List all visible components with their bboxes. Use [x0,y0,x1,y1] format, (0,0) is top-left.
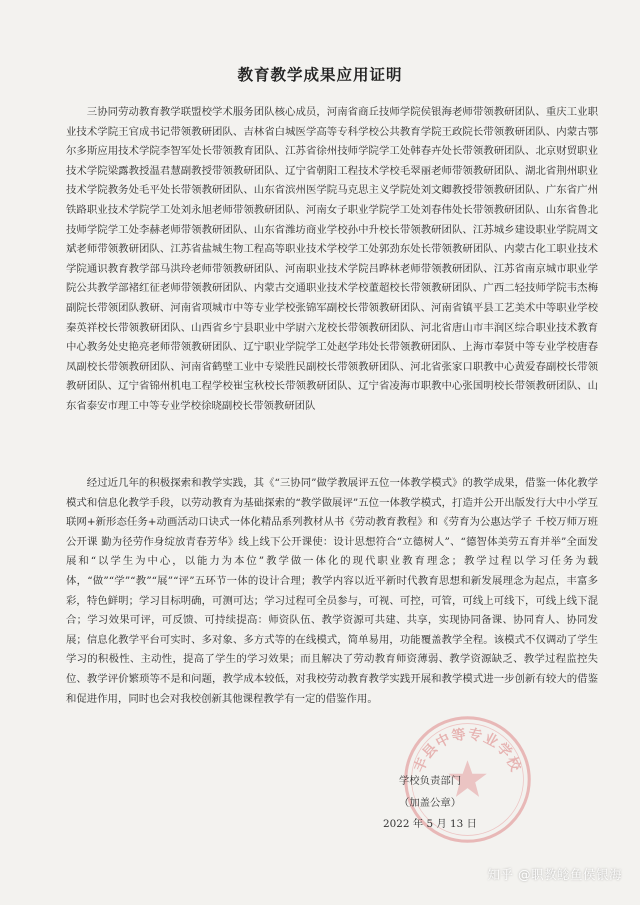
signature-date: 2022 年 5 月 13 日 [383,818,477,830]
signature-department: 学校负责部门 [398,775,462,787]
watermark-text: 知乎 @职教鲶鱼侯银海 [487,867,622,882]
paragraph-achievement-description: 经过近几年的积极探索和教学实践，其《“三协同”做学教展评五位一体教学模式》的教学成果，借鉴一体化教学模式和信息化教学手段，以劳动教育为基础探索的“教学做展评”五位一体教学模式，打造并公开出版发行大中小学互联网+新形态任务+动画活动口诀式一体化精品系列教材从书《劳动教育教程》和《劳育为公惠达学子 千校万师万班公开课 勤为径劳作身绽放青春芳华》线上线下公开课使：设计思想符合“立德树人”、“德智体美劳五育并举”全面发展和“以学生为中心，以能力为本位”教学做一体化的现代职业教育理念；教学过程以学习任务为载体，“做”“学”“教”“展”“评”五环节一体的设计合理；教学内容以近平新时代教育思想和新发展理念为起点，丰富多彩，特色鲜明；学习目标明确，可测可达；学习过程可全员参与，可视、可控，可管，可线上可线下，可线上线下混合；学习效果可评，可反馈、可持续提高：师资队伍、教学资源可共建、共享，实现协同备课、协同育人、协同发展；信息化教学平台可实时、多对象、多方式等的在线模式，简单易用，功能覆盖教学全程。该模式不仅调动了学生学习的积极性、主动性，提高了学生的学习效果；而且解决了劳动教育师资薄弱、教学资源缺乏、教学过程监控失位、教学评价繁琐等不是和问题，教学成本较低，对我校劳动教育教学实践开展和教学模式进一步创新有较大的借鉴和促进作用，同时也会对我校创新其他课程教学有一定的借鉴作用。 [66,477,598,705]
signature-seal-note: （加盖公章） [398,797,462,809]
seal-text: 丰县中等专业学校 [411,726,524,775]
document-title: 教育教学成果应用证明 [237,65,403,84]
paragraph-team-members: 三协同劳动教育教学联盟校学术服务团队核心成员，河南省商丘技师学院侯银海老师带领教研团队、重庆工业职业技术学院王官成书记带领教研团队、吉林省白城医学高等专科学校公共教育学院王政院长带领教研团队、内蒙古鄂尔多斯应用技术学院李智军处长带领教育团队、江苏省徐州技师学院学工处韩春卉处长带领教研团队、北京财贸职业技术学院梁露教授温君慧副教授带领教研团队、辽宁省朝阳工程技术学校毛翠丽老师带领教研团队、湖北省荆州职业技术学院教务处毛平处长带领教研团队、山东省滨州医学院马克思主义学院处刘文卿教授带领教研团队、广东省广州铁路职业技术学院学工处刘永旭老师带领教研团队、河南女子职业学院学工处刘春伟处长带领教研团队、山东省鲁北技师学院学工处李赫老师带领教研团队、山东省潍坊商业学校孙中升校长带领教研团队、江苏城乡建设职业学院周文斌老师带领教研团队、江苏省盐城生物工程高等职业技术学校学工处郭劲东处长带领教研团队、内蒙古化工职业技术学院通识教育教学部马洪玲老师带领教研团队、河南职业技术学院吕晔林老师带领教研团队、江苏省南京城市职业学院公共教学部褚红征老师带领教研团队、内蒙古交通职业技术学校董超校长带领教研团队、广西二轻技师学院韦杰梅副院长带领团队教研、河南省项城市中等专业学校张锦军副校长带领教研团队、河南省镇平县工艺美术中等职业学校秦英祥校长带领教研团队、山西省乡宁县职业中学尉六龙校长带领教研团队、河北省唐山市丰润区综合职业技术教育中心教务处史艳亮老师带领教研团队、辽宁职业学院学工处赵学玮处长带领教研团队、上海市奉贤中等专业学校唐春凤副校长带领教研团队、河南省鹤壁工业中专梁胜民副校长带领教研团队、河北省张家口职教中心黄爱春副校长带领教研团队、辽宁省锦州机电工程学校崔宝秋校长带领教研团队、辽宁省凌海市职教中心张国明校长带领教研团队、山东省泰安市理工中等专业学校徐晓副校长带领教研团队 [66,106,598,412]
